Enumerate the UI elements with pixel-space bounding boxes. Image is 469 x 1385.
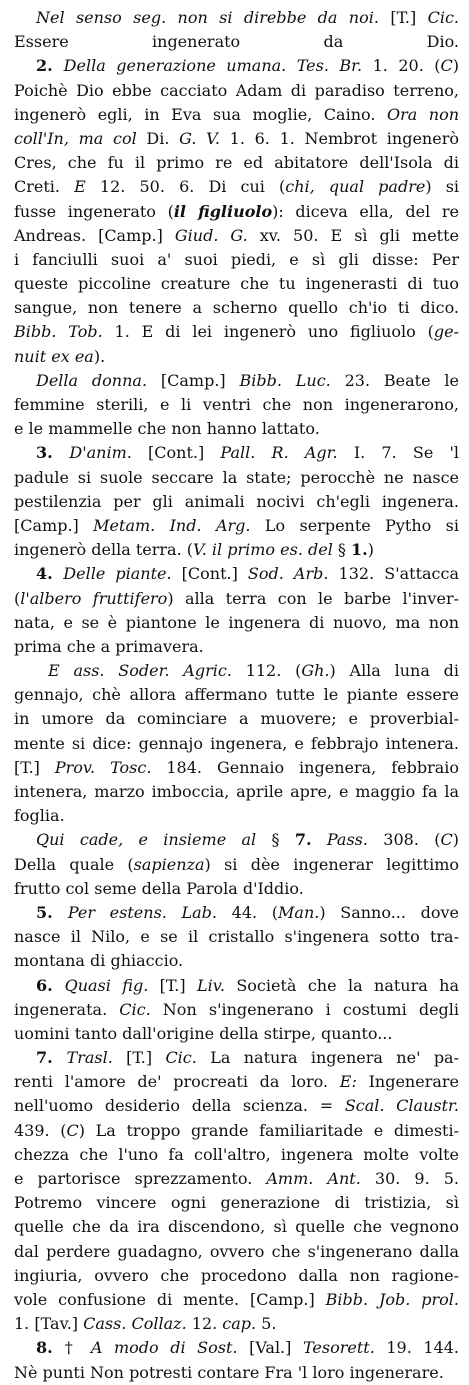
text-segment: in umore da cominciare a muovere; e proverbial- [14,709,459,729]
text-segment: ( [14,588,21,608]
text-segment: Liv. [196,975,225,995]
text-segment [312,830,327,849]
text-segment: il figliuolo [173,201,273,221]
text-segment: Man. [278,902,320,922]
text-segment: Qui cade, e insieme al [36,830,257,850]
text-segment: Ingenerare [356,1072,460,1092]
text-segment: 44. ( [217,902,279,922]
text-segment: montana di ghiaccio. [14,951,184,971]
text-segment: e le mammelle che non hanno lattato. [14,419,320,439]
text-segment: pestilenzia per gli animali nocivi ch'egli ingenera. [14,491,459,511]
text-segment: nuit ex ea [14,346,94,366]
text-segment: [T.] [112,1048,166,1068]
text-segment: nata, e se è piantone le ingenera di nuovo, ma non [14,612,459,632]
text-segment: Gh. [301,661,330,681]
text-segment: § [256,830,295,850]
text-line [14,538,459,562]
text-segment: sapienza [133,854,205,874]
text-segment: 3. [36,443,70,463]
text-line [14,998,459,1022]
text-segment: 1. 6. 1. Nembrot ingenerò [219,128,459,148]
text-line [14,974,459,998]
text-segment: foglia. [14,806,65,826]
text-line [14,780,459,804]
text-segment: 12. 50. 6. Di cui ( [85,177,286,197]
text-line [14,175,459,199]
text-segment: chi, qual padre [285,177,426,197]
text-segment: ) alla terra con le barbe l'inver- [167,588,459,608]
text-line [14,804,459,828]
text-segment: [Camp.] [147,370,240,390]
text-line [14,1191,459,1215]
text-line [14,1070,459,1094]
text-segment: 5. [256,1314,277,1334]
text-segment: ) si [425,177,460,197]
text-segment: quelle che da ira discendono, sì quelle che vegnono [14,1217,459,1237]
text-line [14,320,459,344]
text-segment: [Val.] [237,1338,303,1358]
text-line [14,272,459,296]
text-line [14,1264,459,1288]
text-line [14,393,459,417]
text-segment: vole confusione di mente. [Camp.] [14,1289,326,1309]
text-segment: C [440,830,453,850]
text-line [14,1094,459,1118]
text-line [14,1361,459,1385]
text-segment: 1. [Tav.] [14,1314,84,1334]
text-line [14,30,459,54]
text-segment: gennajo, chè allora affermano tutte le piante essere [14,685,459,705]
text-segment: ge- [433,322,459,342]
text-segment: 439. ( [14,1120,67,1140]
text-segment: 184. Gennaio ingenera, febbraio [151,757,460,777]
text-line [14,1022,459,1046]
text-line [14,1119,459,1143]
text-segment: § [332,540,351,560]
text-segment: E ass. Soder. Agric. [48,661,232,681]
text-segment: nasce il Nilo, e se il cristallo s'ingenera sotto tra- [14,927,459,947]
text-segment: i fanciulli suoi a' suoi piedi, e sì gli disse: Per [14,249,459,269]
text-line [14,659,459,683]
text-line [14,1336,459,1360]
text-line [14,248,459,272]
text-segment: [Camp.] [14,515,94,535]
text-segment: 1. 20. ( [362,56,441,76]
text-segment: Bibb. Tob. [14,322,103,342]
text-segment: I. 7. Se 'l [337,443,460,463]
text-line [14,683,459,707]
text-segment: Bibb. Luc. [239,370,331,390]
text-line [14,103,459,127]
text-line [14,1143,459,1167]
text-segment: Scal. Claustr. [344,1096,459,1116]
text-segment: ingenerata. [14,999,120,1019]
text-line [14,417,459,441]
text-line [14,707,459,731]
text-line [14,611,459,635]
text-line [14,345,459,369]
text-segment: 1. E di lei ingenerò uno figliuolo ( [102,322,434,342]
text-segment: 7. [36,1048,67,1068]
text-segment: cap. [222,1314,257,1334]
text-segment: A modo di Sost. [90,1338,238,1358]
text-segment: ) si dèe ingenerar legittimo [204,854,460,874]
text-segment: Di. [136,128,180,148]
text-line [14,949,459,973]
text-segment: Nel senso seg. non si direbbe da noi. [36,8,379,27]
text-segment: 132. S'attacca [328,564,459,584]
text-line [14,853,459,877]
text-line [14,1240,459,1264]
text-segment: renti l'amore de' procreati da loro. [14,1072,340,1092]
text-segment: mente si dice: gennajo ingenera, e febbrajo intenera. [14,733,459,753]
text-line [14,587,459,611]
text-segment: l'albero fruttifero [20,588,168,608]
text-segment: Tesorett. [302,1338,375,1358]
text-line [14,1215,459,1239]
text-line [14,6,459,30]
text-segment: e partorisce sprezzamento. [14,1169,267,1188]
text-segment: 2. [36,56,64,76]
text-segment: ): diceva ella, del re [272,201,459,221]
text-segment: 308. ( [367,830,441,850]
text-line [14,901,459,925]
text-line [14,1046,459,1070]
text-segment: sangue, non tenere a scherno quello ch'io ti dico. [14,298,459,318]
text-segment: ) Alla luna di [329,661,459,681]
text-segment: C [440,56,453,76]
text-line [14,151,459,175]
text-segment: Amm. Ant. [266,1169,361,1188]
text-line [14,296,459,320]
text-segment: E: [339,1072,357,1092]
text-segment: uomini tanto dall'origine della stirpe, quanto... [14,1023,393,1043]
text-segment: ) [452,56,459,76]
text-segment: Per estens. Lab. [67,902,218,922]
text-segment: [T.] [148,975,197,995]
text-segment: ) [367,540,374,560]
text-line [14,1167,459,1191]
text-segment: 23. Beate le [330,370,460,390]
text-segment: Lo serpente Pytho si [250,515,460,535]
text-segment: Pall. R. Agr. [220,443,338,463]
text-segment: Della donna. [36,370,148,390]
text-segment: Andreas. [Camp.] [14,225,175,245]
text-segment: 30. 9. 5. [360,1169,460,1188]
text-segment: Non s'ingenerano i costumi degli [150,999,460,1019]
text-line [14,127,459,151]
text-segment: chezza che l'uno fa coll'altro, ingenera molte volte [14,1144,459,1164]
text-segment: Metam. Ind. Arg. [93,515,251,535]
text-segment: 112. ( [231,661,302,681]
text-segment: frutto col seme della Parola d'Iddio. [14,878,304,898]
text-segment: ingenerò egli, in Eva sua moglie, Caino. [14,104,387,124]
text-segment: Bibb. Job. prol. [325,1289,459,1309]
text-segment: Quasi fig. [64,975,149,995]
text-segment: Creti. [14,177,75,197]
text-line [14,369,459,393]
text-segment: femmine sterili, e li ventri che non ingenerarono, [14,395,459,414]
text-line [14,635,459,659]
text-segment: ingenerò della terra. ( [14,540,193,560]
text-segment: 6. [36,975,65,995]
text-segment: 19. 144. [374,1338,460,1358]
text-line [14,54,459,78]
text-segment: nell'uomo desiderio della scienza. = [14,1096,345,1116]
text-segment: ). [93,346,106,366]
text-segment: Delle piante. [63,564,172,584]
text-segment: Prov. Tosc. [54,757,152,777]
text-segment: prima che a primavera. [14,636,204,656]
text-segment: Della quale ( [14,854,134,874]
text-line [14,79,459,103]
text-segment: Società che la natura ha [224,975,460,995]
text-segment: Ora non [386,104,460,124]
text-segment: ingiuria, ovvero che procedono dalla non ragione- [14,1265,459,1285]
text-segment: G. V. [179,128,220,148]
text-segment: fusse ingenerato ( [14,201,174,221]
text-line [14,514,459,538]
text-segment: Cic. [427,8,459,27]
text-segment: E [74,177,86,197]
text-segment: ) La troppo grande familiaritade e dimesti- [78,1120,460,1140]
text-segment: Trasl. [66,1048,113,1068]
text-segment: 8. [36,1338,65,1358]
text-segment: Sod. Arb. [247,564,329,584]
text-line [14,1288,459,1312]
text-segment: Cass. Collaz. [83,1314,187,1334]
text-segment: † [64,1338,91,1358]
text-segment: coll'In, ma col [14,128,137,148]
text-segment: V. il primo es. del [193,540,333,560]
text-segment: La natura ingenera ne' pa- [196,1048,460,1068]
text-segment: queste piccoline creature che tu ingenerasti di tuo [14,274,459,294]
text-segment: Giud. G. [174,225,248,245]
text-segment: xv. 50. E sì gli mette [247,225,460,245]
text-segment: 7. [294,830,312,850]
text-segment: padule si suole seccare la state; perocchè ne nasce [14,467,459,487]
text-line [14,828,459,852]
text-line [14,562,459,586]
text-line [14,224,459,248]
text-segment: 5. [36,902,68,922]
text-segment: Cres, che fu il primo re ed abitatore dell'Isola di [14,153,459,173]
text-segment: [T.] [378,8,428,27]
text-segment: ) [452,830,460,850]
text-segment: Poichè Dio ebbe cacciato Adam di paradiso terreno, [14,80,459,100]
text-line [14,441,459,465]
text-line [14,1312,459,1336]
text-segment: Nè punti Non potresti contare Fra 'l loro ingenerare. [14,1362,444,1382]
text-segment: Essere ingenerato da Dio. [14,32,459,52]
text-segment: ) Sanno... dove [319,902,460,922]
text-line [14,466,459,490]
text-segment: D'anim. [69,443,132,463]
text-segment: intenera, marzo imboccia, aprile apre, e maggio fa la [14,782,459,801]
text-segment: 4. [36,564,64,584]
text-segment: 12. [186,1314,223,1334]
text-segment: Cic. [165,1048,197,1068]
text-segment: Pass. [326,830,368,850]
text-segment: 1. [351,540,368,560]
text-segment: [Cont.] [171,564,248,584]
text-line [14,732,459,756]
text-line [14,877,459,901]
text-segment: Della generazione umana. Tes. Br. [63,56,363,76]
text-line [14,200,459,224]
text-line [14,490,459,514]
text-segment: Potremo vincere ogni generazione di tristizia, sì [14,1193,459,1213]
text-line [14,756,459,780]
text-segment: Cic. [119,999,151,1019]
text-segment: [T.] [14,757,55,777]
text-segment: [Cont.] [131,443,221,463]
text-segment: dal perdere guadagno, ovvero che s'ingenerano dalla [14,1241,459,1261]
text-segment: C [66,1120,79,1140]
text-line [14,925,459,949]
